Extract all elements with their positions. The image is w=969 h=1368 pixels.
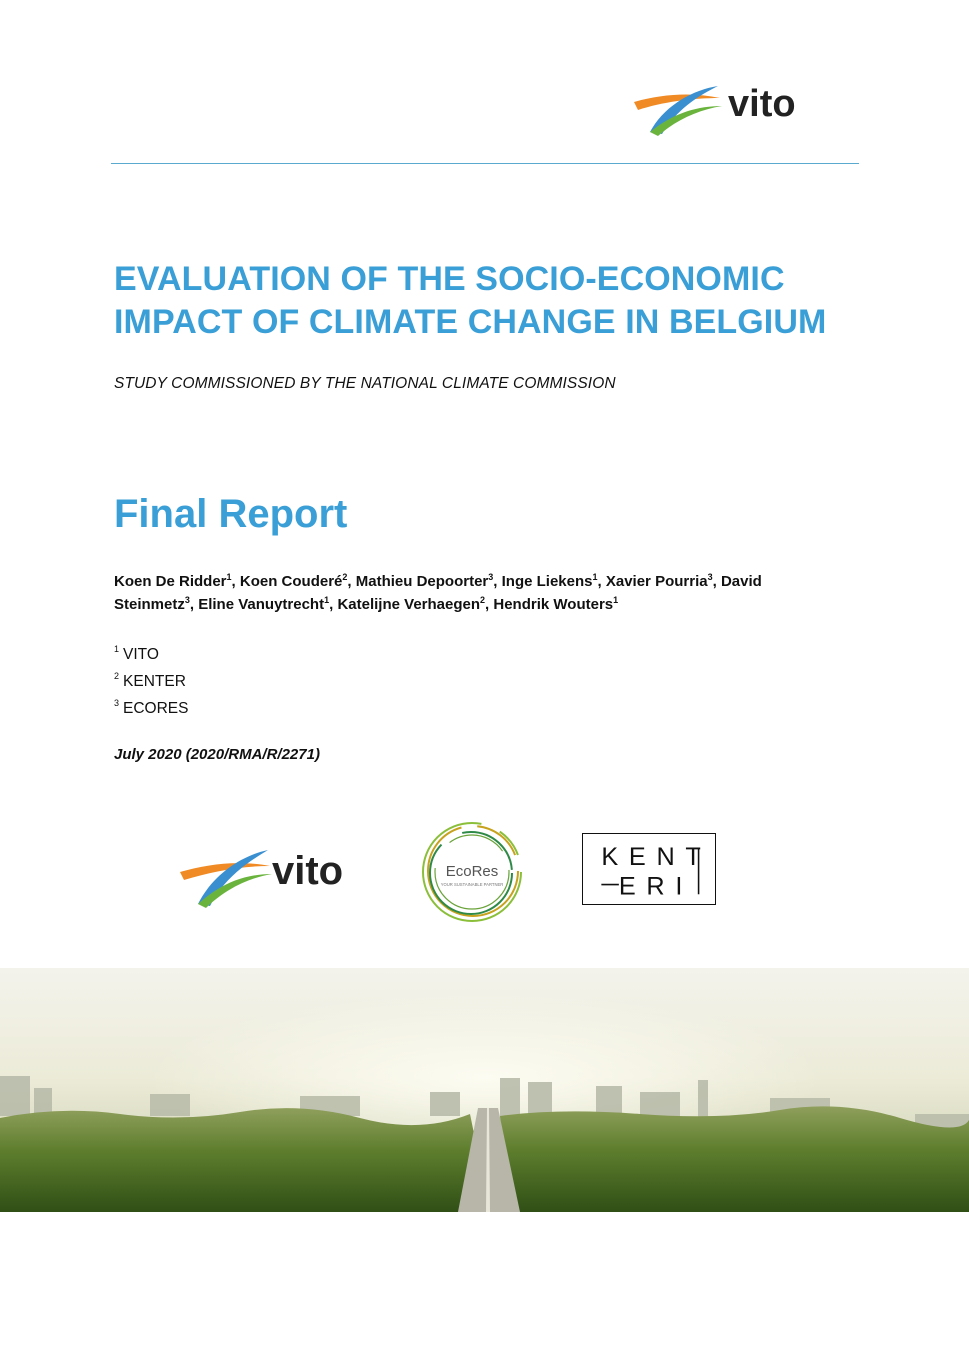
author-name: Xavier Pourria	[605, 573, 708, 590]
affiliation-name: ECORES	[123, 700, 189, 717]
affiliation-name: VITO	[123, 646, 159, 663]
author-name: Hendrik Wouters	[493, 596, 614, 613]
author	[337, 596, 485, 613]
author-name: Inge Liekens	[501, 573, 593, 590]
report-title-line1: EVALUATION OF THE SOCIO-ECONOMIC	[114, 260, 785, 298]
partner-logo-kenter	[582, 833, 716, 905]
author-list: Koen De Ridder$^1$, Koen Couderé$^2$, Mathieu Depoorter$^3$, Inge Liekens$^1$, Xavier Pourria$^3$, David Steinmetz$^3$, Eline Vanuytrecht$^1$, Katelijne Verhaegen$^2$, Hendrik Wouters$^1$	[114, 572, 762, 613]
author	[502, 573, 598, 590]
vito-logo	[632, 80, 822, 138]
affiliation-number: 1	[114, 644, 120, 654]
partner-logo-vito	[178, 842, 370, 908]
affiliation-name: KENTER	[123, 673, 186, 690]
kenter-logo-line2: ERI	[618, 872, 694, 901]
report-type-heading: Final Report	[114, 492, 348, 536]
report-title	[114, 258, 894, 344]
report-subtitle: STUDY COMMISSIONED BY THE NATIONAL CLIMATE COMMISSION	[114, 375, 616, 392]
author	[606, 573, 713, 590]
report-title-line2: IMPACT OF CLIMATE CHANGE IN BELGIUM	[114, 303, 827, 341]
author-name: Eline Vanuytrecht	[198, 596, 325, 613]
author-affiliation-number: 1	[592, 572, 598, 582]
affiliation-1	[114, 646, 159, 664]
author-affiliation-number: 3	[707, 572, 713, 582]
author-affiliation-number: 3	[184, 595, 190, 605]
author-name: Mathieu Depoorter	[355, 573, 489, 590]
author	[198, 596, 329, 613]
author-name: Koen De Ridder	[114, 573, 227, 590]
vito-logo-text: vito	[272, 849, 344, 893]
kenter-logo-line1: KENT	[601, 843, 712, 872]
author-affiliation-number: 1	[613, 595, 619, 605]
author-name: Koen Couderé	[239, 573, 343, 590]
author	[493, 596, 618, 613]
author-affiliation-number: 3	[488, 572, 494, 582]
author-name: Katelijne Verhaegen	[337, 596, 481, 613]
author	[114, 573, 232, 590]
author-affiliation-number: 1	[324, 595, 330, 605]
ecores-logo-text: EcoRes	[445, 863, 499, 880]
cover-photo-city-forest	[0, 968, 969, 1212]
author-affiliation-number: 2	[342, 572, 348, 582]
author-affiliation-number: 2	[480, 595, 486, 605]
affiliation-3	[114, 700, 188, 718]
vito-logo-text: vito	[728, 83, 796, 125]
affiliation-number: 3	[114, 698, 120, 708]
affiliation-2	[114, 673, 186, 691]
ecores-tagline: YOUR SUSTAINABLE PARTNER	[440, 882, 504, 887]
header-divider	[111, 163, 859, 164]
partner-logo-ecores	[418, 818, 526, 926]
author	[240, 573, 348, 590]
author-name: David Steinmetz	[114, 573, 762, 613]
photo-forest	[500, 1106, 969, 1212]
author-affiliation-number: 1	[226, 572, 232, 582]
affiliation-number: 2	[114, 671, 120, 681]
report-date-reference: July 2020 (2020/RMA/R/2271)	[114, 746, 320, 763]
author	[356, 573, 494, 590]
